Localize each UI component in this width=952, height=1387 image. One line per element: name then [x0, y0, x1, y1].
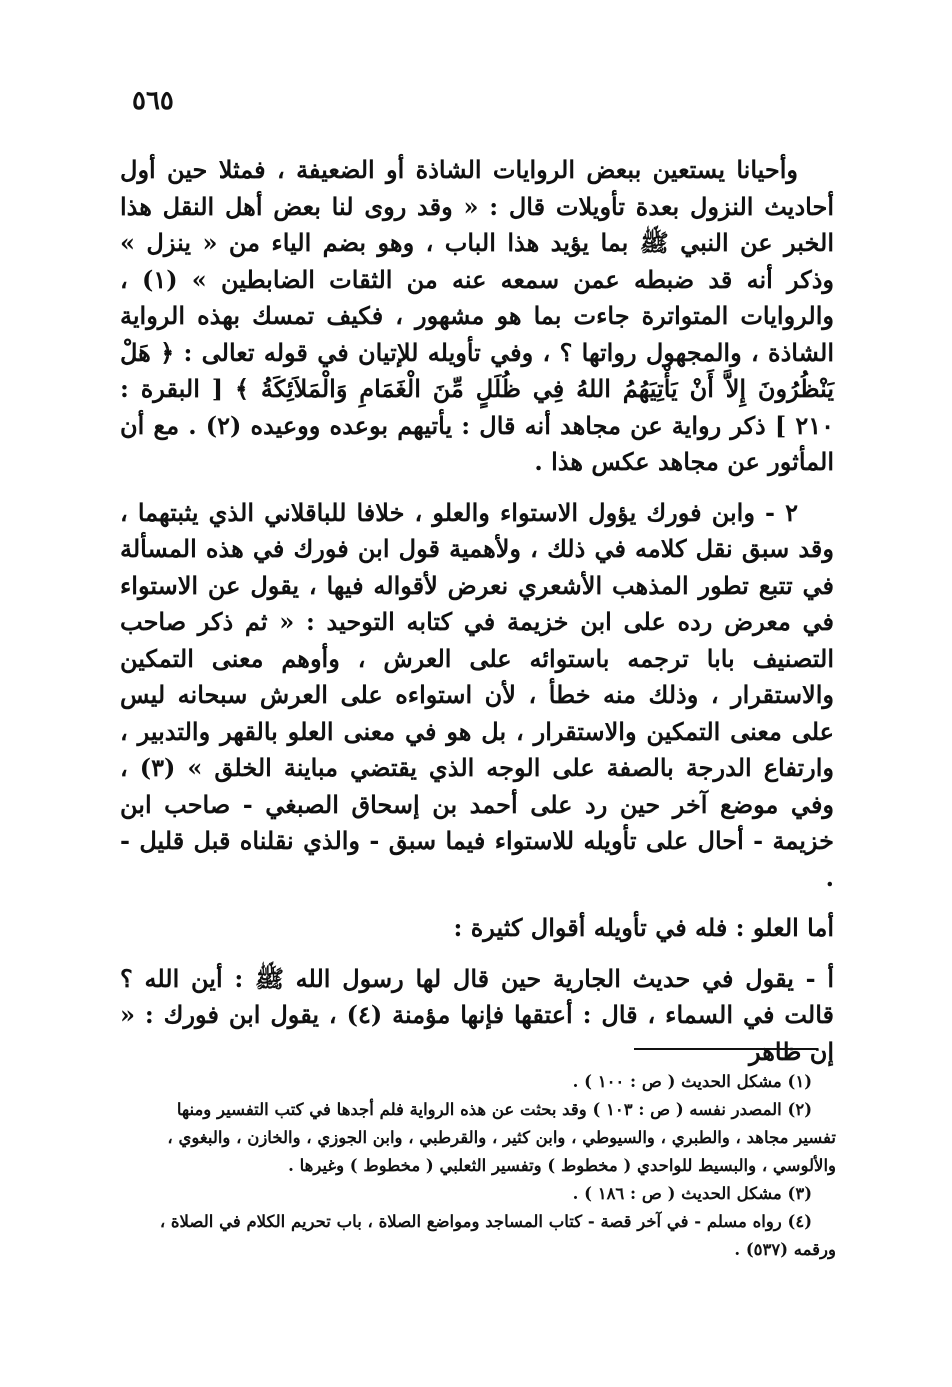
footnote-1: (١) مشكل الحديث ( ص : ١٠٠ ) .	[572, 1072, 812, 1091]
footnote-2: (٢) المصدر نفسه ( ص : ١٠٣ ) وقد بحثت عن هذه الرواية فلم أجدها في كتب التفسير ومنها	[176, 1100, 812, 1119]
main-text	[120, 152, 834, 1084]
footnote-4: (٤) رواه مسلم - في آخر قصة - كتاب المساجد ومواضع الصلاة ، باب تحريم الكلام في الصلاة ،	[159, 1212, 812, 1231]
paragraph-4: أ - يقول في حديث الجارية حين قال لها رسول الله ﷺ : أين الله ؟ قالت في السماء ، قال : أعتقها فإنها مؤمنة (٤) ، يقول ابن فورك : « إن ظاهر	[120, 963, 834, 1066]
paragraph-3: أما العلو : فله في تأويله أقوال كثيرة :	[453, 913, 834, 942]
page-number: ٥٦٥	[132, 86, 174, 116]
footnotes	[118, 1068, 836, 1264]
paragraph-2: ٢ - وابن فورك يؤول الاستواء والعلو ، خلافا للباقلاني الذي يثبتهما ، وقد سبق نقل كلامه في ذلك ، ولأهمية قول ابن فورك في هذه المسألة في تتبع تطور المذهب الأشعري نعرض لأقواله فيها ، يقول عن الاستواء في معرض رده على ابن خزيمة في كتابه التوحيد : « ثم ذكر صاحب التصنيف بابا ترجمه باستوائه على العرش ، وأوهم معنى التمكين والاستقرار ، وذلك منه خطأ ، لأن استواءه على العرش سبحانه ليس على معنى التمكين والاستقرار ، بل هو في معنى العلو بالقهر والتدبير ، وارتفاع الدرجة بالصفة على الوجه الذي يقتضي مباينة الخلق » (٣) ، وفي موضع آخر حين رد على أحمد بن إسحاق الصبغي - صاحب ابن خزيمة - أحال على تأويله للاستواء فيما سبق - والذي نقلناه قبل قليل - .	[120, 497, 835, 892]
paragraph-1: وأحيانا يستعين ببعض الروايات الشاذة أو الضعيفة ، فمثلا حين أول أحاديث النزول بعدة تأويلات قال : « وقد روى لنا بعض أهل النقل هذا الخبر عن النبي ﷺ بما يؤيد هذا الباب ، وهو بضم الياء من « ينزل » وذكر أنه قد ضبطه عمن سمعه عنه من الثقات الضابطين » (١) ، والروايات المتواترة جاءت بما هو مشهور ، فكيف تمسك بهذه الرواية الشاذة ، والمجهول رواتها ؟ ، وفي تأويله للإتيان في قوله تعالى : ﴿ هَلْ يَنْظُرُونَ إِلاَّ أَنْ يَأْتِيَهُمُ اللهُ فِي ظُلَلٍ مِّنَ الْغَمَامِ وَالْمَلاَئِكَةُ ﴾ [ البقرة : ٢١٠ ] ذكر رواية عن مجاهد أنه قال : يأتيهم بوعده ووعيده (٢) . مع أن المأثور عن مجاهد عكس هذا .	[120, 155, 834, 476]
footnote-separator	[634, 1048, 818, 1050]
footnote-3: (٣) مشكل الحديث ( ص : ١٨٦ ) .	[572, 1184, 812, 1203]
footnote-2-cont-2: والألوسي ، والبسيط للواحدي ( مخطوط ) وتفسير الثعلبي ( مخطوط ) وغيرها .	[288, 1156, 836, 1175]
footnote-4-cont: ورقمه (٥٣٧) .	[734, 1240, 836, 1259]
footnote-2-cont-1: تفسير مجاهد ، والطبري ، والسيوطي ، وابن كثير ، والقرطبي ، وابن الجوزي ، والخازن ، والبغوي ،	[167, 1128, 836, 1147]
